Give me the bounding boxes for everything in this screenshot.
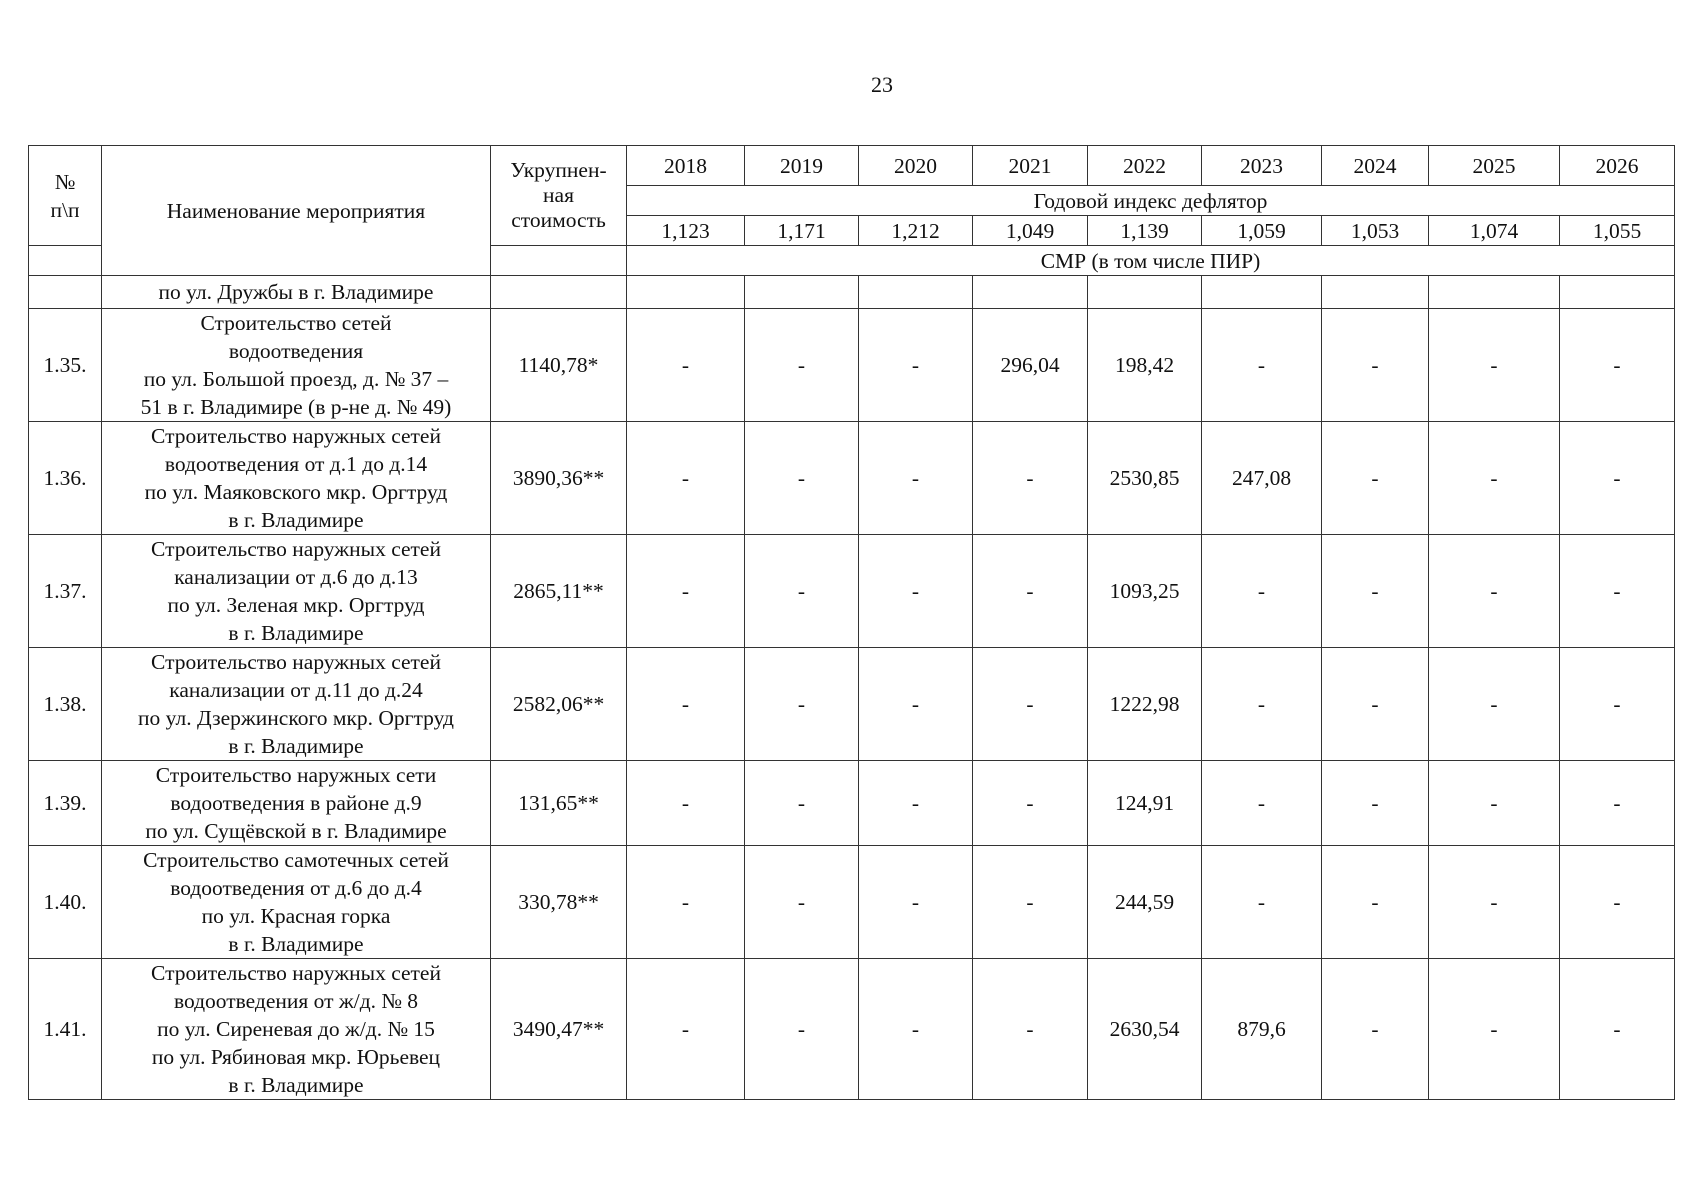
cell-value: - [745, 535, 859, 648]
cell-value: - [1202, 535, 1322, 648]
cell-value: 2530,85 [1088, 422, 1202, 535]
cell-value: - [973, 761, 1088, 846]
cell-value: - [1322, 535, 1429, 648]
cell-value: - [1202, 309, 1322, 422]
cell-value: - [1560, 422, 1675, 535]
cell-name: Строительство наружных сетей канализации от д.11 до д.24 по ул. Дзержинского мкр. Оргтруд в г. Владимире [102, 648, 491, 761]
cell-value: 244,59 [1088, 846, 1202, 959]
cell-cost: 3490,47** [491, 959, 627, 1100]
page-number: 23 [871, 72, 893, 97]
cell-value: - [627, 846, 745, 959]
cell-value: - [627, 761, 745, 846]
cell-value: - [745, 309, 859, 422]
header-index-value: 1,059 [1202, 216, 1322, 246]
cell-num: 1.35. [29, 309, 102, 422]
cell-value: - [973, 648, 1088, 761]
cell-value: - [1560, 959, 1675, 1100]
cell-value: - [745, 422, 859, 535]
cell-value: 198,42 [1088, 309, 1202, 422]
cell-value: - [1560, 648, 1675, 761]
cell-value: - [1429, 959, 1560, 1100]
cell-value: - [1322, 846, 1429, 959]
cell-num: 1.36. [29, 422, 102, 535]
cell-value: - [1322, 959, 1429, 1100]
header-index-label: Годовой индекс дефлятор [627, 186, 1675, 216]
cell-value [859, 276, 973, 309]
table-row [29, 309, 1675, 422]
cell-value [1322, 276, 1429, 309]
table-row [29, 959, 1675, 1100]
cell-value: - [1202, 761, 1322, 846]
cell-value: - [859, 761, 973, 846]
cell-value: - [745, 846, 859, 959]
header-year: 2024 [1322, 146, 1429, 186]
cell-num: 1.38. [29, 648, 102, 761]
cell-value: 1093,25 [1088, 535, 1202, 648]
cell-name: Строительство наружных сетей канализации от д.6 до д.13 по ул. Зеленая мкр. Оргтруд в г. Владимире [102, 535, 491, 648]
cell-value: - [627, 959, 745, 1100]
cell-value: - [1560, 761, 1675, 846]
cell-value: - [973, 535, 1088, 648]
header-index-value: 1,212 [859, 216, 973, 246]
cell-value: - [1560, 846, 1675, 959]
cell-value: - [1429, 422, 1560, 535]
measures-table [28, 145, 1675, 1100]
cell-value: - [1429, 761, 1560, 846]
cell-value: 296,04 [973, 309, 1088, 422]
cell-value [745, 276, 859, 309]
cell-cost: 131,65** [491, 761, 627, 846]
header-year: 2026 [1560, 146, 1675, 186]
header-cost-continuation [491, 246, 627, 276]
header-year: 2020 [859, 146, 973, 186]
cell-value [1560, 276, 1675, 309]
cell-value: - [627, 309, 745, 422]
header-year: 2025 [1429, 146, 1560, 186]
cell-value: 247,08 [1202, 422, 1322, 535]
header-year: 2022 [1088, 146, 1202, 186]
cell-value: - [1322, 761, 1429, 846]
header-cost: Укрупнен- ная стоимость [491, 146, 627, 246]
cell-value: - [1429, 846, 1560, 959]
cell-value [1429, 276, 1560, 309]
cell-cost: 2582,06** [491, 648, 627, 761]
table-row [29, 535, 1675, 648]
header-index-value: 1,074 [1429, 216, 1560, 246]
cell-value: - [627, 422, 745, 535]
cell-value: - [973, 959, 1088, 1100]
header-year: 2018 [627, 146, 745, 186]
cell-value: - [745, 648, 859, 761]
cell-value: - [859, 648, 973, 761]
cell-num: 1.37. [29, 535, 102, 648]
header-row-years [29, 146, 1675, 186]
cell-value: - [1429, 309, 1560, 422]
cell-value: 1222,98 [1088, 648, 1202, 761]
cell-value: - [973, 846, 1088, 959]
header-num: № п\п [29, 146, 102, 246]
cell-value: - [1322, 309, 1429, 422]
cell-cost: 330,78** [491, 846, 627, 959]
header-index-value: 1,139 [1088, 216, 1202, 246]
header-num-continuation [29, 246, 102, 276]
cell-num: 1.39. [29, 761, 102, 846]
cell-value: - [1202, 648, 1322, 761]
table-row [29, 846, 1675, 959]
cell-num: 1.41. [29, 959, 102, 1100]
cell-value [973, 276, 1088, 309]
cell-value: - [1560, 535, 1675, 648]
header-year: 2019 [745, 146, 859, 186]
cell-value: - [1429, 535, 1560, 648]
cell-value: - [627, 535, 745, 648]
cell-cost: 1140,78* [491, 309, 627, 422]
cell-value: - [1560, 309, 1675, 422]
cell-value [627, 276, 745, 309]
cell-name: по ул. Дружбы в г. Владимире [102, 276, 491, 309]
cell-name: Строительство сетей водоотведения по ул. Большой проезд, д. № 37 – 51 в г. Владимире (в р-не д. № 49) [102, 309, 491, 422]
cell-num: 1.40. [29, 846, 102, 959]
cell-value: - [1322, 648, 1429, 761]
header-name: Наименование мероприятия [102, 146, 491, 276]
cell-value: - [859, 422, 973, 535]
cell-value: - [627, 648, 745, 761]
cell-cost: 3890,36** [491, 422, 627, 535]
cell-value: - [1202, 846, 1322, 959]
header-year: 2021 [973, 146, 1088, 186]
table-row [29, 422, 1675, 535]
cell-value: - [859, 959, 973, 1100]
table-row-continuation [29, 276, 1675, 309]
cell-value: - [859, 846, 973, 959]
cell-num [29, 276, 102, 309]
cell-value: - [973, 422, 1088, 535]
header-index-value: 1,053 [1322, 216, 1429, 246]
cell-value: - [1429, 648, 1560, 761]
header-smr-label: СМР (в том числе ПИР) [627, 246, 1675, 276]
header-year: 2023 [1202, 146, 1322, 186]
cell-value: - [745, 761, 859, 846]
cell-value: 2630,54 [1088, 959, 1202, 1100]
cell-name: Строительство наружных сетей водоотведения от ж/д. № 8 по ул. Сиреневая до ж/д. № 15 по ул. Рябиновая мкр. Юрьевец в г. Владимире [102, 959, 491, 1100]
cell-value: - [1322, 422, 1429, 535]
cell-value [1088, 276, 1202, 309]
header-index-value: 1,049 [973, 216, 1088, 246]
cell-name: Строительство наружных сети водоотведения в районе д.9 по ул. Сущёвской в г. Владимире [102, 761, 491, 846]
cell-value: - [859, 309, 973, 422]
table-row [29, 761, 1675, 846]
cell-value: - [745, 959, 859, 1100]
cell-cost [491, 276, 627, 309]
header-index-value: 1,171 [745, 216, 859, 246]
header-index-value: 1,055 [1560, 216, 1675, 246]
cell-cost: 2865,11** [491, 535, 627, 648]
cell-name: Строительство самотечных сетей водоотведения от д.6 до д.4 по ул. Красная горка в г. Владимире [102, 846, 491, 959]
cell-value: 124,91 [1088, 761, 1202, 846]
table-row [29, 648, 1675, 761]
cell-value [1202, 276, 1322, 309]
header-index-value: 1,123 [627, 216, 745, 246]
cell-name: Строительство наружных сетей водоотведения от д.1 до д.14 по ул. Маяковского мкр. Оргтруд в г. Владимире [102, 422, 491, 535]
cell-value: 879,6 [1202, 959, 1322, 1100]
cell-value: - [859, 535, 973, 648]
